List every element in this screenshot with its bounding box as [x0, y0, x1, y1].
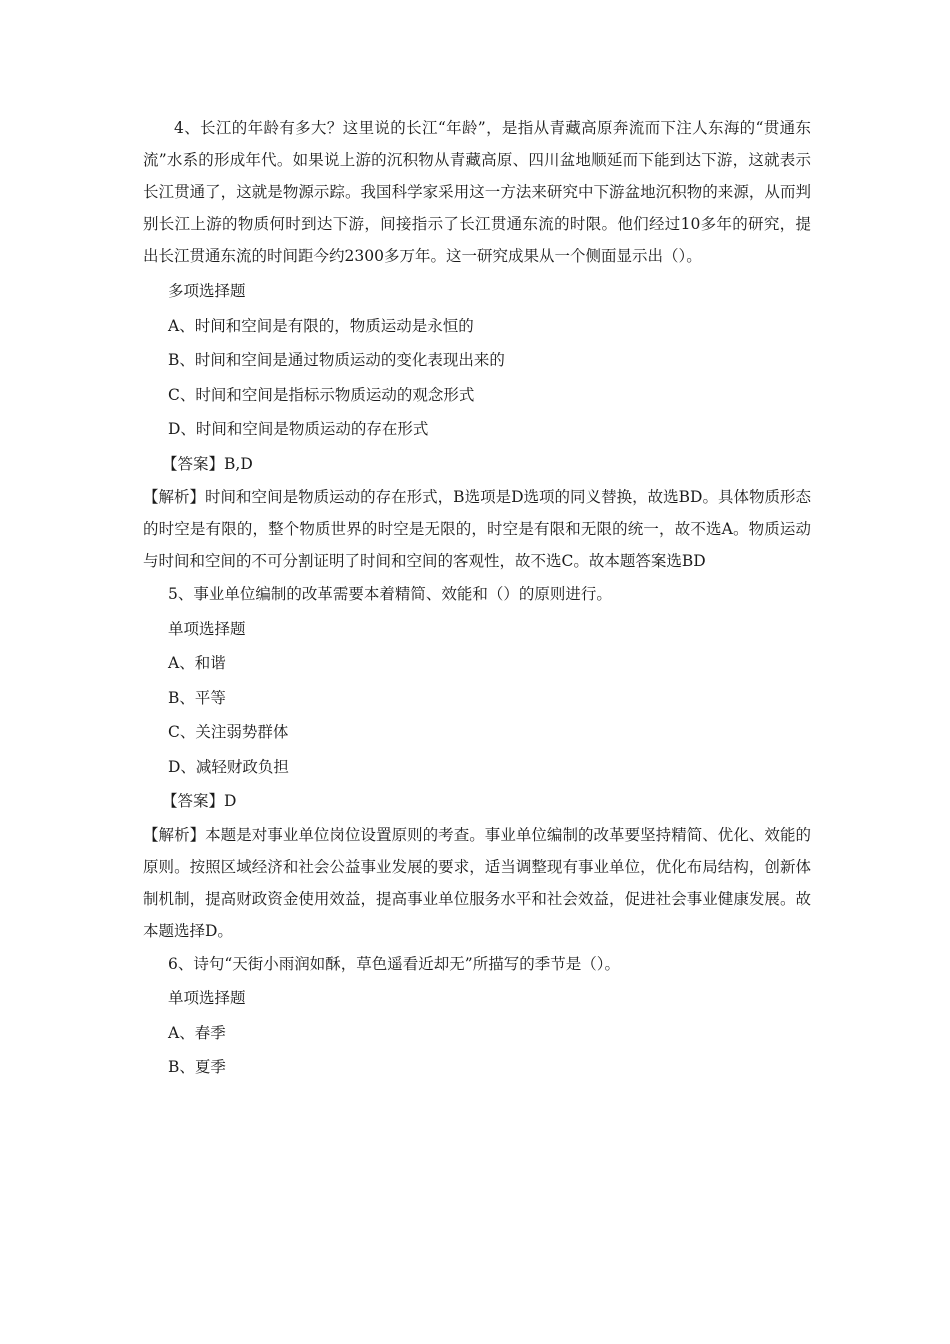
question-4-option-c: C、时间和空间是指标示物质运动的观念形式 [168, 385, 475, 404]
question-5-option-d: D、减轻财政负担 [168, 757, 289, 776]
question-5-option-c: C、关注弱势群体 [168, 723, 289, 741]
question-4-type: 多项选择题 [168, 282, 246, 300]
question-5-option-a: A、和谐 [168, 654, 226, 672]
document-content [143, 112, 811, 1085]
question-6-stem: 6、诗句“天街小雨润如酥，草色遥看近却无”所描写的季节是（）。 [168, 954, 620, 973]
question-5-type: 单项选择题 [168, 619, 246, 638]
question-4-stem: 4、长江的年龄有多大？这里说的长江“年龄”，是指从青藏高原奔流而下注人东海的“贯通东流”水系的形成年代。如果说上游的沉积物从青藏高原、四川盆地顺延而下能到达下游，这就表示长江贯通了，这就是物源示踪。我国科学家采用这一方法来研究中下游盆地沉积物的来源，从而判别长江上游的物质何时到达下游，间接指示了长江贯通东流的时限。他们经过10多年的研究，提出长江贯通东流的时间距今约2300多万年。这一研究成果从一个侧面显示出（）。 [143, 119, 811, 265]
question-4-option-d: D、时间和空间是物质运动的存在形式 [168, 420, 429, 438]
question-6-type: 单项选择题 [168, 989, 246, 1007]
question-5-answer: 【答案】D [162, 792, 237, 810]
question-4-option-b: B、时间和空间是通过物质运动的变化表现出来的 [168, 351, 505, 369]
question-4-analysis: 【解析】时间和空间是物质运动的存在形式，B选项是D选项的同义替换，故选BD。具体物质形态的时空是有限的，整个物质世界的时空是无限的，时空是有限和无限的统一，故不选A。物质运动与时间和空间的不可分割证明了时间和空间的客观性，故不选C。故本题答案选BD [143, 488, 811, 570]
question-5-analysis: 【解析】本题是对事业单位岗位设置原则的考查。事业单位编制的改革要坚持精简、优化、效能的原则。按照区域经济和社会公益事业发展的要求，适当调整现有事业单位，优化布局结构，创新体制机制，提高财政资金使用效益，提高事业单位服务水平和社会效益，促进社会事业健康发展。故本题选择D。 [143, 825, 811, 940]
question-4-answer: 【答案】B,D [162, 454, 253, 473]
question-5-stem: 5、事业单位编制的改革需要本着精简、效能和（）的原则进行。 [168, 585, 612, 603]
question-4-option-a: A、时间和空间是有限的，物质运动是永恒的 [168, 316, 474, 335]
question-5-option-b: B、平等 [168, 688, 226, 707]
question-6-option-b: B、夏季 [168, 1058, 226, 1076]
question-6-option-a: A、春季 [168, 1023, 226, 1042]
